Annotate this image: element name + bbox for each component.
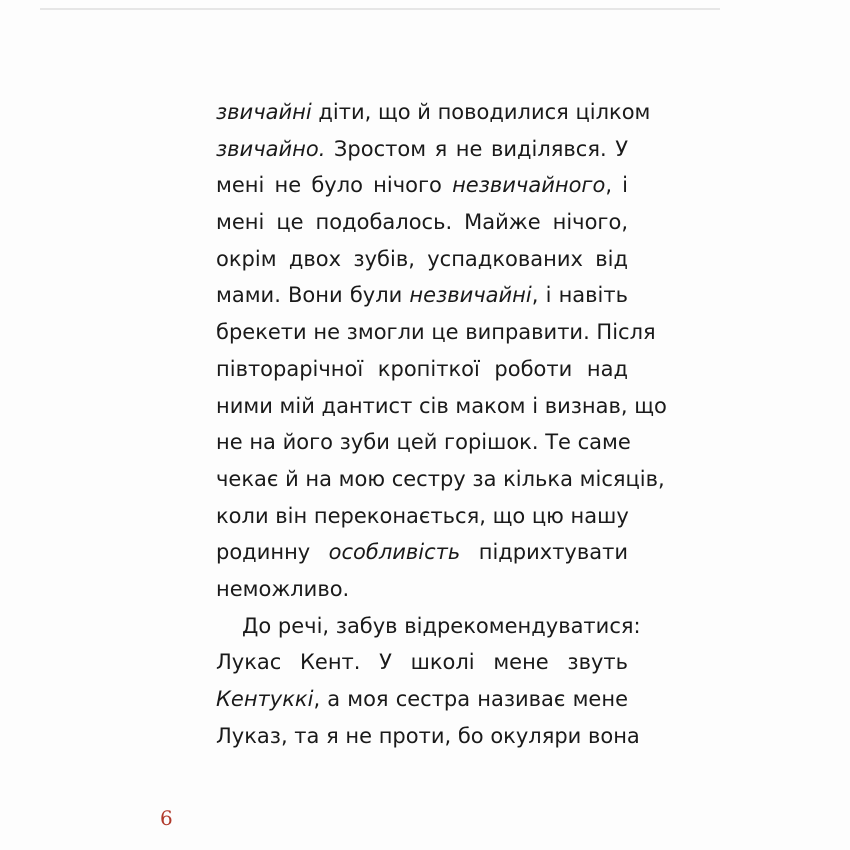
italic-word: Кентуккі [216, 687, 314, 711]
italic-word: незвичайні [409, 283, 532, 308]
text-segment: окрім двох зубів, успадкованих від [216, 246, 628, 271]
text-segment: мені це подобалось. Майже нічого, [216, 210, 628, 235]
text-line [216, 644, 628, 681]
text-segment: коли він переконається, що цю нашу [216, 503, 629, 528]
text-line [216, 94, 651, 131]
text-segment: не на його зуби цей горішок. Те саме [216, 430, 631, 455]
text-segment: До речі, забув відрекомендуватися: [242, 613, 641, 638]
text-segment: неможливо. [216, 576, 350, 601]
text-line [216, 241, 628, 278]
text-segment: чекає й на мою сестру за кілька місяців, [216, 466, 665, 491]
italic-word: звичайні [216, 100, 312, 124]
text-line [216, 131, 628, 168]
text-segment: ними мій дантист сів маком і визнав, що [216, 393, 667, 418]
page-edge-shadow [40, 8, 720, 10]
text-line [216, 461, 665, 498]
text-segment: , а моя сестра називає мене [313, 687, 628, 711]
text-line [216, 388, 667, 425]
text-line [216, 681, 628, 718]
text-segment: підрихтувати [460, 540, 628, 565]
text-line [216, 718, 640, 755]
text-segment: мами. Вони були [216, 283, 410, 308]
text-segment: півторарічної кропіткої роботи над [216, 356, 628, 381]
text-line [216, 167, 628, 204]
italic-word: особливість [328, 540, 461, 565]
text-line [216, 424, 631, 461]
text-line [216, 277, 628, 314]
text-segment: , і [605, 173, 629, 198]
text-line [216, 608, 641, 645]
page-number: 6 [160, 806, 173, 830]
text-line [216, 534, 628, 571]
text-segment: родинну [216, 540, 329, 565]
text-line [216, 204, 628, 241]
text-segment: брекети не змогли це виправити. Після [216, 320, 656, 345]
italic-word: звичайно. [216, 136, 326, 161]
text-line [216, 351, 628, 388]
text-segment: мені не було нічого [216, 173, 453, 198]
text-line [216, 314, 656, 351]
text-segment: Луказ, та я не проти, бо окуляри вона [216, 723, 640, 748]
text-segment: Зростом я не виділявся. У [325, 136, 628, 161]
italic-word: незвичайного [452, 173, 606, 198]
text-segment: діти, що й поводилися цілком [311, 100, 651, 124]
text-segment: , і навіть [531, 283, 629, 308]
text-line [216, 498, 628, 535]
body-text [216, 94, 667, 754]
text-line [216, 571, 628, 608]
text-segment: Лукас Кент. У школі мене звуть [216, 650, 628, 675]
